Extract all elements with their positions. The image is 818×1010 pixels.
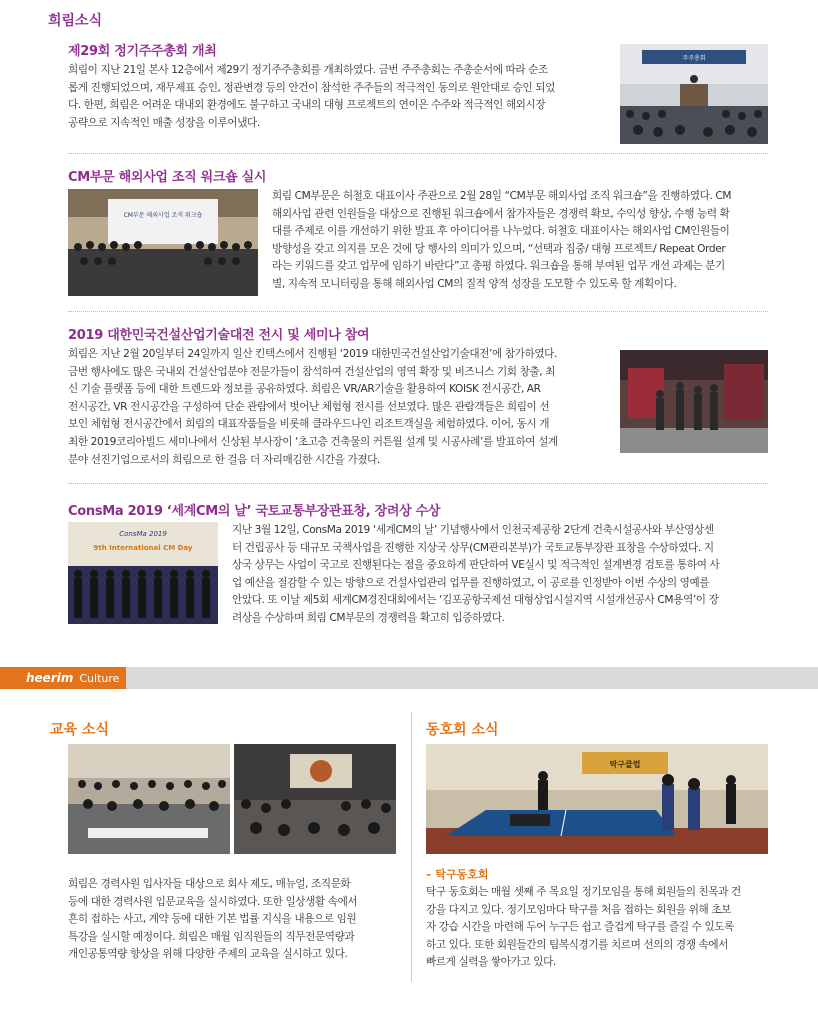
- divider: [68, 311, 768, 312]
- photo-sign-text: 탁구클럽: [609, 760, 641, 769]
- club-subtitle: – 탁구동호회: [426, 868, 489, 881]
- text-line: 다. 한편, 희림은 어려운 대내외 환경에도 불구하고 국내의 대형 프로젝트의 연이은 수주와 적극적인 해외시장: [68, 99, 546, 112]
- text-line: 방향성을 갖고 의지를 모은 것에 당 행사의 의미가 있으며, “선택과 집중/ 대형 프로젝트/ Repeat Order: [272, 242, 726, 255]
- text-line: 분야 선진기업으로서의 희림으로 한 걸음 더 자리매김한 시간을 가졌다.: [68, 453, 380, 466]
- photo-sign-text: 9th International CM Day: [93, 544, 193, 552]
- text-line: 희림 CM부문은 허철호 대표이사 주관으로 2월 28일 “CM부문 해외사업 조직 워크숍”을 진행하였다. CM: [272, 190, 732, 202]
- brand-logo: heerim: [26, 671, 74, 685]
- text-line: 업 예산을 절감할 수 있는 방향으로 건설사업관리 업무를 진행하였고, 이 공로를 인정받아 이번 수상의 영예를: [232, 576, 710, 589]
- article-title-cm-workshop: CM부문 해외사업 조직 워크숍 실시: [68, 170, 267, 185]
- text-line: 희림은 지난 2월 20일부터 24일까지 일산 킨텍스에서 진행된 ‘2019 대한민국건설산업기술대전’에 참가하였다.: [68, 348, 557, 360]
- text-line: 공략으로 지속적인 매출 성장을 이루어냈다.: [68, 116, 260, 129]
- text-line: 려상을 수상하며 희림 CM부문의 경쟁력을 확고히 입증하였다.: [232, 611, 505, 624]
- photo-agm: [620, 44, 768, 144]
- photo-education-1: [68, 744, 230, 854]
- divider: [68, 153, 768, 154]
- section-title-education: 교육 소식: [50, 722, 109, 738]
- culture-tag: [0, 667, 126, 689]
- photo-education-2: [234, 744, 396, 854]
- text-line: 터 건립공사 등 대규모 국책사업을 진행한 지상국 상무(CM관리본부)가 국토교통부장관 표창을 수상하였다. 지: [232, 541, 714, 554]
- svg-text:CM부문 해외사업 조직 워크숍: CM부문 해외사업 조직 워크숍: [123, 212, 203, 219]
- text-line: 라는 키워드를 갖고 업무에 임하기 바란다”고 총평 하였다. 워크숍을 통해 부여된 업무 개선 과제는 분기: [272, 260, 725, 273]
- photo-cm-workshop: [68, 189, 258, 296]
- article-body-expo: [68, 346, 608, 469]
- photo-table-tennis: [426, 744, 768, 854]
- text-line: 보인 체험형 전시공간에서 희림의 대표작품들을 비롯해 클라우드나인 리조트객실을 체험하였다. 이어, 동시 개: [68, 418, 550, 431]
- club-body: [426, 884, 772, 972]
- text-line: 금번 행사에도 많은 국내외 건설산업분야 전문가들이 참석하여 건설산업의 영역 확장 및 비즈니스 기회 창출, 최: [68, 365, 556, 378]
- article-body-cm-workshop: [272, 188, 768, 294]
- text-line: 롭게 진행되었으며, 재무제표 승인, 정관변경 등의 안건이 참석한 주주들의 적극적인 동의로 원안대로 승인 되었: [68, 81, 556, 94]
- text-line: 흔히 접하는 사고, 계약 등에 대한 기본 법률 지식을 내용으로 임원: [68, 913, 357, 926]
- education-body: [68, 876, 400, 964]
- text-line: 신 기술 플랫폼 등에 대한 트렌드와 정보를 공유하였다. 희림은 VR/AR기술을 활용하여 KOISK 전시공간, AR: [68, 383, 541, 396]
- text-line: 전시공간, VR 전시공간을 구성하여 단순 관람에서 벗어난 체험형 전시를 선보였다. 많은 관람객들은 희림이 선: [68, 400, 550, 413]
- section-title-news: 희림소식: [48, 13, 103, 29]
- text-line: 하고 있다. 또한 회원들간의 팀복식경기를 치르며 선의의 경쟁 속에서: [426, 938, 729, 951]
- photo-expo: [620, 350, 768, 453]
- section-title-club: 동호회 소식: [426, 722, 499, 738]
- text-line: 지난 3월 12일, ConsMa 2019 ‘세계CM의 날’ 기념행사에서 인천국제공항 2단계 건축시설공사와 부산영상센: [232, 524, 714, 536]
- text-line: 강을 다지고 있다. 정기모임마다 탁구를 처음 접하는 회원을 위해 초보: [426, 903, 732, 916]
- text-line: 대를 주제로 이를 개선하기 위한 발표 후 아이디어를 나누었다. 허철호 대표이사는 해외사업 CM인원들이: [272, 225, 730, 238]
- text-line: 해외사업 관련 인원들을 대상으로 진행된 워크숍에서 참가자들은 경쟁력 확보, 수익성 향상, 수행 능력 확: [272, 207, 730, 220]
- text-line: 별, 지속적 모니터링을 통해 해외사업 CM의 질적 양적 성장을 도모할 수 있도록 할 계획이다.: [272, 277, 677, 290]
- text-line: 빠르게 실력을 쌓아가고 있다.: [426, 956, 556, 969]
- svg-text:주주총회: 주주총회: [682, 55, 706, 62]
- text-line: 희림은 경력사원 입사자들 대상으로 회사 제도, 매뉴얼, 조직문화: [68, 878, 351, 890]
- text-line: 개인공통역량 향상을 위해 다양한 주제의 교육을 실시하고 있다.: [68, 948, 348, 961]
- text-line: 상국 상무는 사업이 국고로 진행된다는 점을 중요하게 판단하여 VE실시 및 적극적인 설계변경 검토를 통하여 사: [232, 559, 720, 572]
- photo-sign-text: ConsMa 2019: [119, 530, 167, 538]
- text-line: 최한 2019코리아빌드 세미나에서 신상된 부사장이 ‘초고층 건축물의 커튼월 설계 및 시공사례’를 발표하여 설계: [68, 435, 558, 448]
- article-body-agm: [68, 62, 608, 132]
- text-line: 희림이 지난 21일 본사 12층에서 제29기 정기주주총회를 개최하였다. 금번 주주총회는 주총순서에 따라 순조: [68, 64, 548, 76]
- photo-consma: [68, 522, 218, 624]
- column-divider: [411, 712, 412, 982]
- article-title-expo: 2019 대한민국건설산업기술대전 전시 및 세미나 참여: [68, 328, 370, 343]
- text-line: 자 강습 시간을 마련해 두어 누구든 쉽고 즐겁게 탁구를 즐길 수 있도록: [426, 921, 734, 934]
- article-title-agm: 제29회 정기주주총회 개최: [68, 44, 217, 59]
- text-line: 안았다. 또 이날 제5회 세계CM경진대회에서는 ‘김포공항국제선 대형상업시설지역 시설개선공사 CM용역’이 장: [232, 594, 719, 607]
- article-body-consma: [232, 522, 768, 628]
- divider: [68, 483, 768, 484]
- article-title-consma: ConsMa 2019 ‘세계CM의 날’ 국토교통부장관표창, 장려상 수상: [68, 504, 441, 519]
- band-label: Culture: [79, 672, 120, 685]
- text-line: 특강을 실시할 예정이다. 희림은 매월 임직원들의 직무전문역량과: [68, 930, 355, 943]
- text-line: 탁구 동호회는 매월 셋째 주 목요일 정기모임을 통해 회원들의 친목과 건: [426, 886, 741, 898]
- text-line: 등에 대한 경력사원 입문교육을 실시하였다. 또한 일상생활 속에서: [68, 895, 358, 908]
